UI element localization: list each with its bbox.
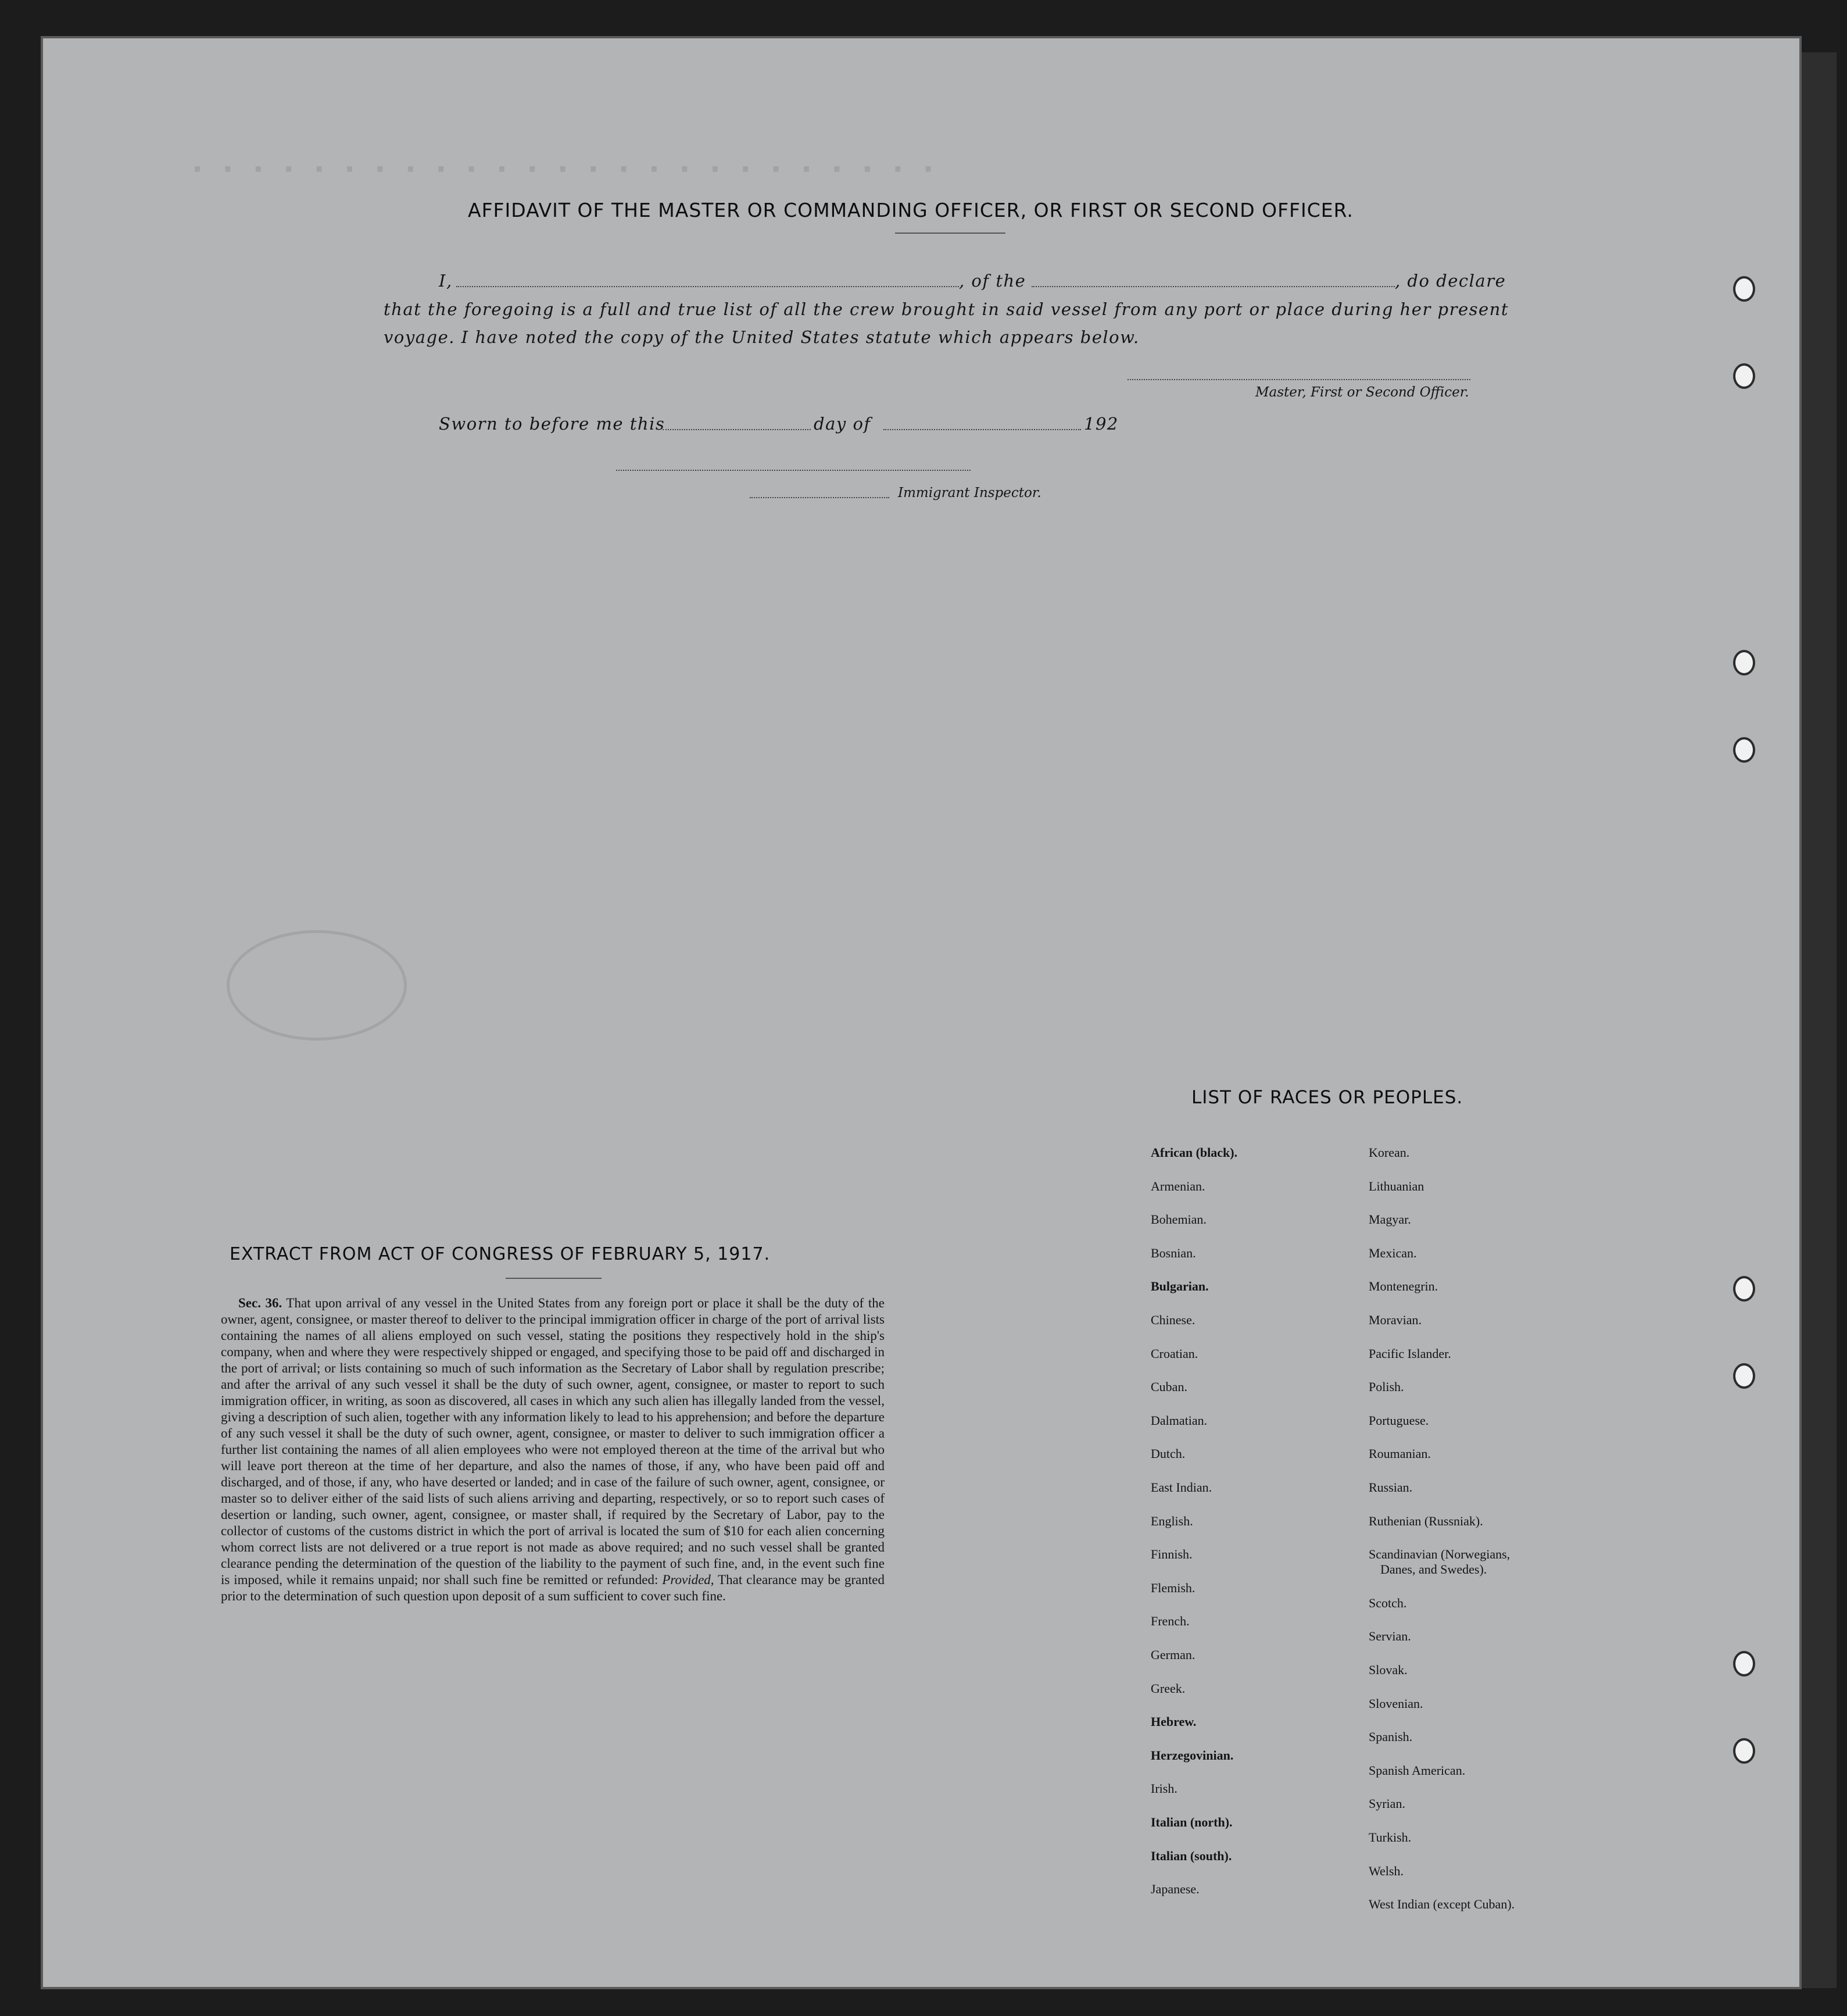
sworn-day-blank[interactable]	[663, 429, 811, 430]
binder-hole	[1733, 363, 1755, 389]
binder-hole	[1733, 650, 1755, 675]
extract-heading-rule	[506, 1278, 602, 1279]
sworn-prefix: Sworn to before me this	[439, 414, 665, 434]
race-item: Italian (north).	[1151, 1815, 1233, 1829]
race-item: German.	[1151, 1647, 1195, 1662]
race-item: Mexican.	[1369, 1245, 1417, 1260]
race-item: East Indian.	[1151, 1480, 1212, 1495]
extract-text-part1: That upon arrival of any vessel in the United States from any foreign port or place it shall be the duty of the owner, agent, consignee, or master thereof to deliver to the principal immigration officer in charge of the port of arrival lists containing the names of all aliens employed on such vessel, stating the positions they respectively hold in the ship's company, when and where they were respectively shipped or engaged, and specifying those to be paid off and discharged in the port of arrival; or lists containing so much of such information as the Secretary of Labor shall by regulation prescribe; and after the arrival of any such vessel it shall be the duty of such owner, agent, consignee, or master to report to such immigration officer, in writing, as soon as discovered, all cases in which any such alien has illegally landed from the vessel, giving a description of such alien, together with any information likely to lead to his apprehension; and before the departure of any such vessel it shall be the duty of such owner, agent, consignee, or master to deliver to such immigration officer a further list containing the names of all alien employees who were not employed thereon at the time of the arrival but who will leave port thereon at the time of her departure, and also the names of those, if any, who have been paid off and discharged, and of those, if any, who have deserted or landed; and in case of the failure of such owner, agent, consignee, or master so to deliver either of the said lists of such aliens arriving and departing, respectively, or so to report such cases of desertion or landing, such owner, agent, consignee, or master shall, if required by the Secretary of Labor, pay to the collector of customs of the customs district in which the port of arrival is located the sum of $10 for each alien concerning whom correct lists are not delivered or a true report is not made as above required; and no such vessel shall be granted clearance pending the determination of the question of the liability to the payment of such fine, and, in the event such fine is imposed, while it remains unpaid; nor shall such fine be remitted or refunded:	[221, 1296, 885, 1587]
race-item: Welsh.	[1369, 1863, 1404, 1878]
race-item: Magyar.	[1369, 1212, 1411, 1227]
race-item: Servian.	[1369, 1629, 1411, 1644]
race-item: Bulgarian.	[1151, 1279, 1209, 1294]
race-item: Danes, and Swedes).	[1380, 1562, 1487, 1577]
binder-hole	[1733, 1276, 1755, 1302]
race-item: Montenegrin.	[1369, 1279, 1438, 1294]
race-item: Herzegovinian.	[1151, 1747, 1234, 1763]
race-item: Turkish.	[1369, 1830, 1412, 1845]
race-item: African (black).	[1151, 1145, 1238, 1160]
name-blank[interactable]	[456, 286, 959, 287]
affidavit-heading: AFFIDAVIT OF THE MASTER OR COMMANDING OFFICER, OR FIRST OR SECOND OFFICER.	[468, 199, 1354, 221]
affidavit-of-the: , of the	[959, 271, 1026, 291]
race-item: Roumanian.	[1369, 1446, 1431, 1461]
race-item: Finnish.	[1151, 1547, 1193, 1562]
binder-hole	[1733, 276, 1755, 302]
race-item: Scotch.	[1369, 1595, 1407, 1610]
race-item: Portuguese.	[1369, 1413, 1429, 1428]
race-item: Slovak.	[1369, 1663, 1408, 1677]
section-label: Sec. 36.	[238, 1296, 282, 1310]
race-item: Flemish.	[1151, 1580, 1195, 1595]
extract-text-part2: That clearance may be granted prior to the determination of such question upon deposit of a sum sufficient to cover such fine.	[221, 1572, 885, 1603]
sworn-month-blank[interactable]	[883, 429, 1081, 430]
heading-rule	[895, 233, 1005, 234]
race-item: Syrian.	[1369, 1796, 1405, 1811]
race-item: Cuban.	[1151, 1379, 1187, 1395]
race-item: Pacific Islander.	[1369, 1346, 1451, 1361]
race-item: Greek.	[1151, 1681, 1186, 1696]
binder-hole	[1733, 1651, 1755, 1677]
extract-text	[221, 1295, 885, 1604]
inspector-label: Immigrant Inspector.	[898, 485, 1041, 501]
race-item: Slovenian.	[1369, 1696, 1423, 1711]
extract-heading: EXTRACT FROM ACT OF CONGRESS OF FEBRUARY 5, 1917.	[230, 1244, 771, 1264]
binding-edge	[1802, 52, 1837, 1988]
race-item: Japanese.	[1151, 1882, 1200, 1897]
race-item: French.	[1151, 1614, 1190, 1629]
race-item: Dutch.	[1151, 1446, 1186, 1461]
race-item: Bosnian.	[1151, 1245, 1196, 1260]
provided-label: Provided,	[662, 1572, 714, 1587]
master-signature-label: Master, First or Second Officer.	[1255, 385, 1469, 400]
binder-hole	[1733, 1363, 1755, 1389]
race-item: Armenian.	[1151, 1178, 1205, 1193]
race-item: Ruthenian (Russniak).	[1369, 1513, 1483, 1528]
affidavit-declare: , do declare	[1395, 271, 1506, 291]
affidavit-line3: voyage. I have noted the copy of the United States statute which appears below.	[384, 327, 1140, 347]
inspector-signature-line-2[interactable]	[750, 497, 889, 498]
master-signature-line[interactable]	[1127, 379, 1470, 380]
faint-stamp	[227, 930, 407, 1041]
affidavit-i: I,	[439, 271, 453, 291]
bleed-through-text: · · · · · · · · · · · · · · · · · · · · · · · · ·	[192, 152, 939, 186]
race-item: Italian (south).	[1151, 1848, 1232, 1863]
inspector-signature-line[interactable]	[616, 470, 971, 471]
races-heading: LIST OF RACES OR PEOPLES.	[1191, 1087, 1463, 1108]
binder-hole	[1733, 737, 1755, 763]
race-item: Dalmatian.	[1151, 1413, 1208, 1428]
race-item: Irish.	[1151, 1781, 1177, 1796]
binder-hole	[1733, 1738, 1755, 1764]
race-item: Korean.	[1369, 1145, 1410, 1160]
race-item: Spanish.	[1369, 1729, 1413, 1745]
race-item: Spanish American.	[1369, 1763, 1466, 1778]
race-item: Moravian.	[1369, 1313, 1422, 1327]
race-item: English.	[1151, 1513, 1193, 1528]
race-item: Russian.	[1369, 1480, 1413, 1495]
race-item: Polish.	[1369, 1379, 1404, 1395]
sworn-year: 192	[1084, 414, 1119, 434]
race-item: Lithuanian	[1369, 1178, 1424, 1193]
race-item: Croatian.	[1151, 1346, 1198, 1361]
sworn-day-of: day of	[814, 414, 871, 434]
race-item: Hebrew.	[1151, 1714, 1197, 1729]
vessel-blank[interactable]	[1032, 286, 1395, 287]
affidavit-line2: that the foregoing is a full and true list of all the crew brought in said vessel from any port or place during her present	[384, 299, 1509, 319]
race-item: Bohemian.	[1151, 1212, 1207, 1227]
race-item: Chinese.	[1151, 1313, 1195, 1327]
race-item: Scandinavian (Norwegians,	[1369, 1547, 1510, 1562]
race-item: West Indian (except Cuban).	[1369, 1897, 1515, 1912]
